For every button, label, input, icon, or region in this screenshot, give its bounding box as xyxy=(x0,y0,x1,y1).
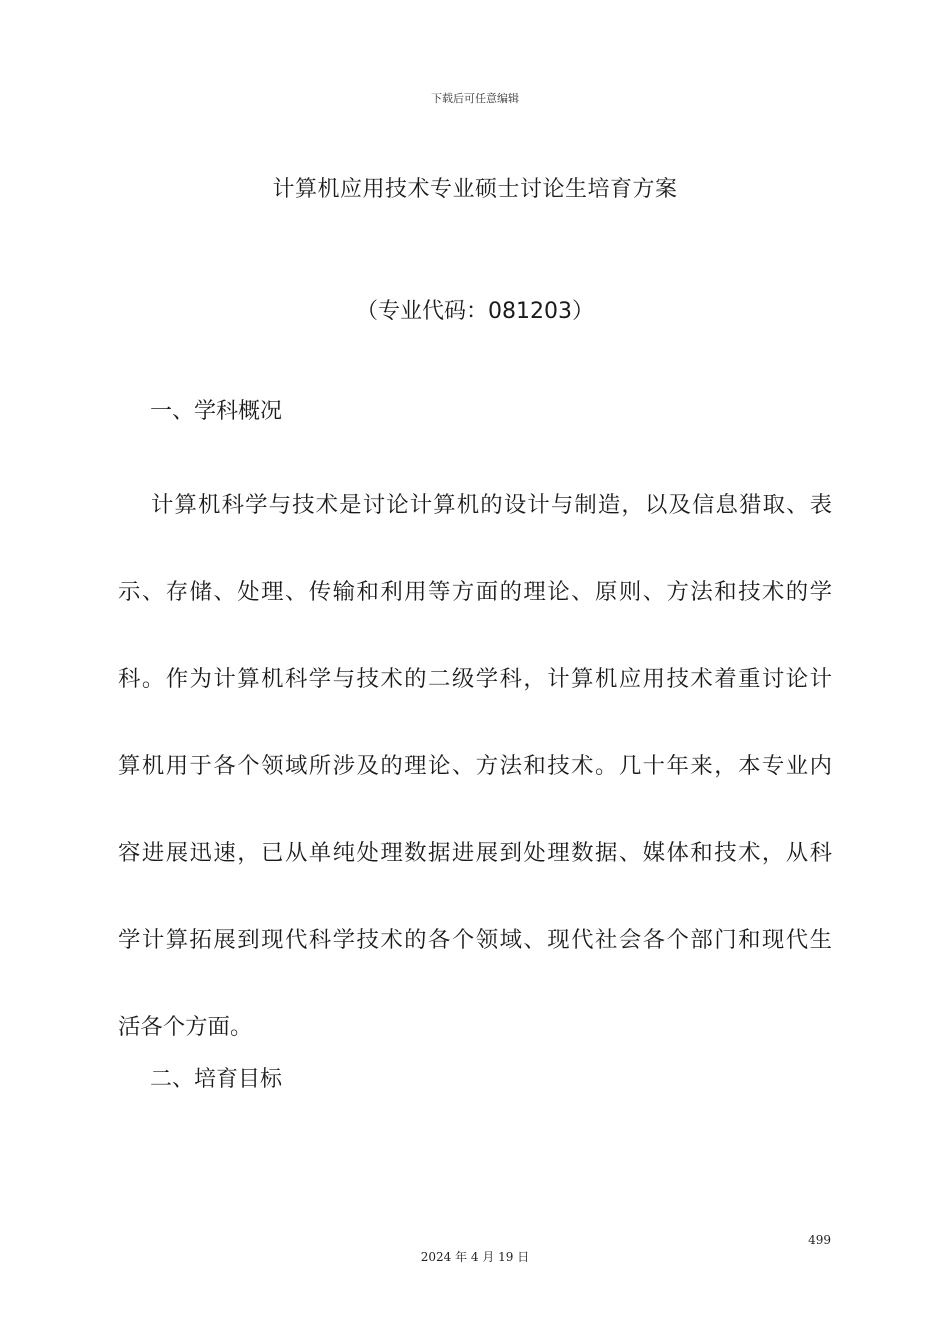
section-heading-overview: 一、学科概况 xyxy=(150,399,283,424)
document-title: 计算机应用技术专业硕士讨论生培育方案 xyxy=(272,177,678,202)
paragraph-line: 示、存储、处理、传输和利用等方面的理论、原则、方法和技术的学 xyxy=(118,579,832,605)
section-heading-objectives: 二、培育目标 xyxy=(150,1067,283,1092)
header-note: 下载后可任意编辑 xyxy=(431,92,519,105)
paragraph-line: 学计算拓展到现代科学技术的各个领域、现代社会各个部门和现代生 xyxy=(118,927,832,953)
document-subtitle: （专业代码：081203） xyxy=(356,299,594,324)
paragraph-line: 科。作为计算机科学与技术的二级学科，计算机应用技术着重讨论计 xyxy=(118,666,832,692)
overview-paragraph xyxy=(118,462,832,1071)
footer-date: 2024 年 4 月 19 日 xyxy=(420,1250,530,1264)
paragraph-line: 算机用于各个领域所涉及的理论、方法和技术。几十年来，本专业内 xyxy=(118,753,832,779)
page-number: 499 xyxy=(808,1233,831,1247)
paragraph-line: 容进展迅速，已从单纯处理数据进展到处理数据、媒体和技术，从科 xyxy=(118,840,832,866)
paragraph-line: 活各个方面。 xyxy=(118,1014,253,1040)
paragraph-line: 计算机科学与技术是讨论计算机的设计与制造，以及信息猎取、表 xyxy=(151,492,832,518)
